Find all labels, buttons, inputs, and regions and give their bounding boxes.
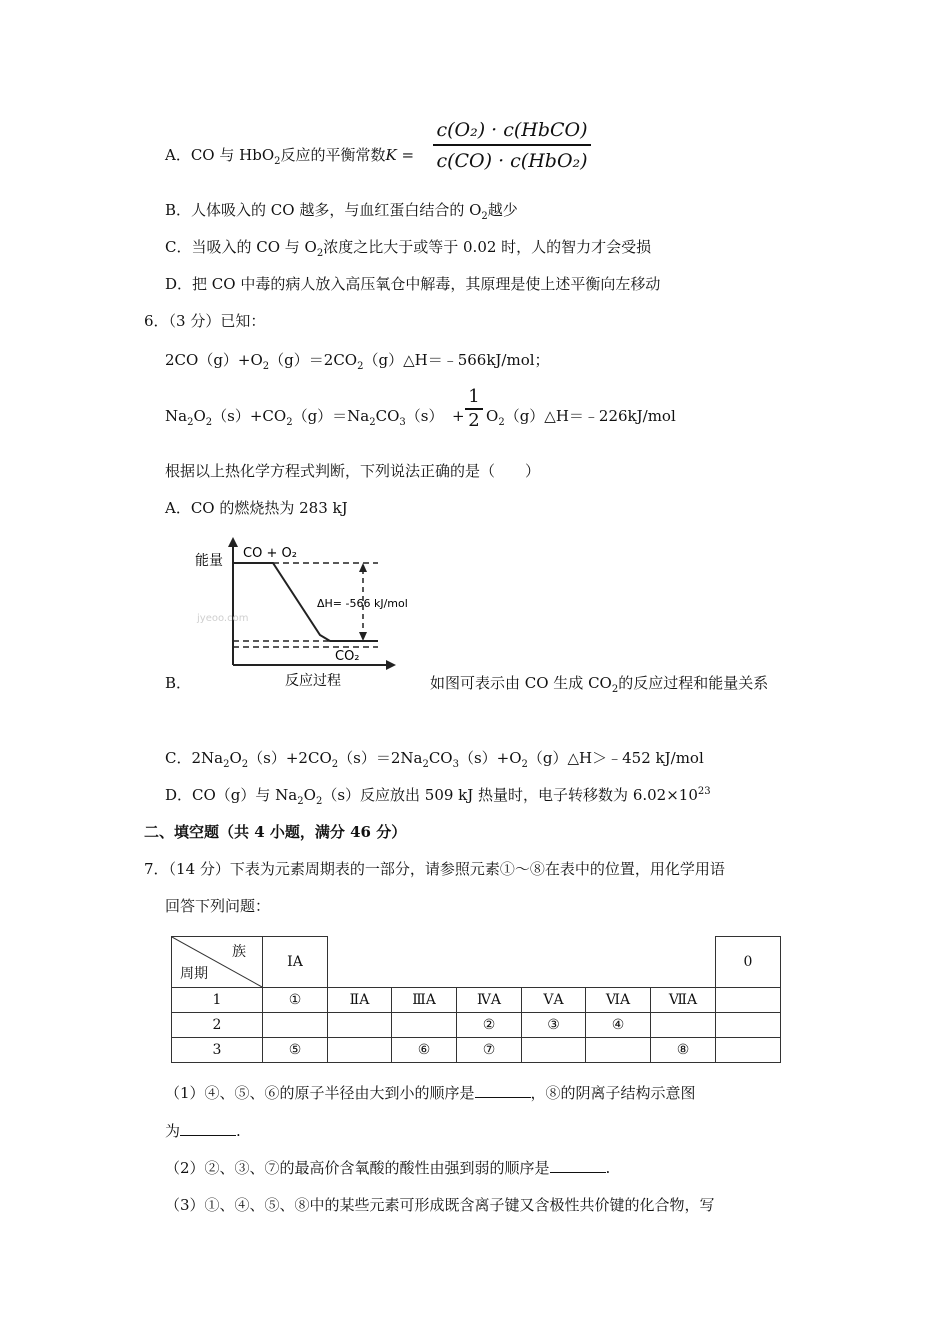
cell-element: ⑥ (392, 1038, 457, 1063)
q5-option-d: D．把 CO 中毒的病人放入高压氧仓中解毒，其原理是使上述平衡向左移动 (165, 275, 661, 293)
cell-element (586, 1038, 651, 1063)
corner-bottom-label: 周期 (180, 966, 208, 982)
q7-part-1-cont: 为 . (165, 1122, 241, 1140)
cell-element (328, 1038, 392, 1063)
q7-part-2: （2）②、③、⑦的最高价含氧酸的酸性由强到弱的顺序是 . (165, 1159, 611, 1177)
energy-axis-arrow (228, 537, 238, 547)
delta-h-arrow-head-top (359, 563, 367, 572)
periodic-table (171, 936, 781, 1063)
q6-option-b-text: 如图可表示由 CO 生成 $CO_2$的反应过程和能量关系 (430, 674, 769, 695)
cell-element: ⑤ (263, 1038, 328, 1063)
half-fraction: 1 2 (465, 386, 483, 432)
corner-top-label: 族 (232, 944, 246, 960)
cell-element (651, 1013, 716, 1038)
cell-element: ② (457, 1013, 522, 1038)
q6-equation-2-plus: + (452, 407, 465, 425)
cell-element (392, 1013, 457, 1038)
answer-blank[interactable] (180, 1121, 236, 1136)
cell-element (716, 1038, 781, 1063)
q7-stem-line-1: 7．（14 分）下表为元素周期表的一部分，请参照元素①～⑧在表中的位置，用化学用语 (144, 860, 725, 878)
q6-option-a: A．CO 的燃烧热为 283 kJ (165, 499, 348, 517)
graph-bottom-label: CO₂ (335, 649, 360, 664)
cell-group-header: ⅦA (651, 988, 716, 1013)
answer-blank[interactable] (475, 1083, 531, 1098)
cell-element: ⑧ (651, 1038, 716, 1063)
q6-question: 根据以上热化学方程式判断，下列说法正确的是（ ） (165, 462, 541, 480)
cell-empty (716, 988, 781, 1013)
q6-equation-2-end: $O_2(g)\triangle H=﹣226kJ$/mol (486, 407, 676, 428)
q5-option-c: C．当吸入的 CO 与 $O_2$浓度之比大于或等于 0.02 时，人的智力才会受损 (165, 238, 652, 259)
q7-part-1: （1）④、⑤、⑥的原子半径由大到小的顺序是 ，⑧的阴离子结构示意图 (165, 1084, 696, 1102)
q6-option-b-label: B． (165, 674, 192, 692)
period-label: 1 (172, 988, 263, 1013)
cell-group-header: ⅤA (522, 988, 586, 1013)
q6-equation-1: $2CO(g)+O_2(g)=2CO_2(g)\triangle H=﹣566kJ$/mol； (165, 351, 550, 372)
q7-part-3: （3）①、④、⑤、⑧中的某些元素可形成既含离子键又含极性共价键的化合物，写 (165, 1196, 715, 1214)
equilibrium-constant-fraction: c(O₂) · c(HbCO) c(CO) · c(HbO₂) (433, 116, 591, 176)
graph-xlabel: 反应过程 (285, 673, 341, 689)
cell-element: ③ (522, 1013, 586, 1038)
cell-group-header: ⅡA (328, 988, 392, 1013)
graph-ylabel: 能量 (195, 553, 223, 569)
energy-diagram (185, 535, 435, 690)
delta-h-arrow-head-bottom (359, 632, 367, 641)
q7-stem-line-2: 回答下列问题： (165, 897, 271, 915)
q6-title: 6．（3 分）已知： (144, 312, 266, 330)
q5-option-b: B．人体吸入的 CO 越多，与血红蛋白结合的 $O_2$越少 (165, 201, 518, 222)
cell-group-header: ⅣA (457, 988, 522, 1013)
cell-element (716, 1013, 781, 1038)
cell-element: ① (263, 988, 328, 1013)
graph-delta-h-label: ΔH= -566 kJ/mol (317, 597, 408, 610)
q6-equation-2: $Na_2O_2(s)+CO_2(g)=Na_2CO_3(s)$ (165, 407, 444, 428)
q6-option-c: C．$2Na_2O_2(s)+2CO_2(s)=2Na_2CO_3(s)+O_2(g)\triangle H>﹣452$ kJ/mol (165, 749, 704, 770)
cell-element (263, 1013, 328, 1038)
header-gap (328, 937, 716, 988)
cell-element (328, 1013, 392, 1038)
graph-watermark: jyeoo.com (197, 613, 249, 624)
cell-element: ④ (586, 1013, 651, 1038)
process-axis-arrow (386, 660, 396, 670)
q5-option-a: A．CO 与 HbO$_2$反应的平衡常数K = (165, 146, 415, 167)
table-corner (172, 937, 263, 988)
cell-group-header: ⅢA (392, 988, 457, 1013)
group-IA-header: ⅠA (263, 937, 328, 988)
answer-blank[interactable] (550, 1158, 606, 1173)
period-label: 2 (172, 1013, 263, 1038)
period-label: 3 (172, 1038, 263, 1063)
cell-group-header: ⅥA (586, 988, 651, 1013)
cell-element: ⑦ (457, 1038, 522, 1063)
section-heading: 二、填空题（共 4 小题，满分 46 分） (144, 823, 407, 841)
cell-element (522, 1038, 586, 1063)
q6-option-d: D．CO（g）与 $Na_2O_2(s)$反应放出 509 kJ 热量时，电子转移数为 $6.02\times 10^{23}$ (165, 786, 711, 807)
group-0-header: 0 (716, 937, 781, 988)
graph-top-label: CO + O₂ (243, 546, 297, 561)
